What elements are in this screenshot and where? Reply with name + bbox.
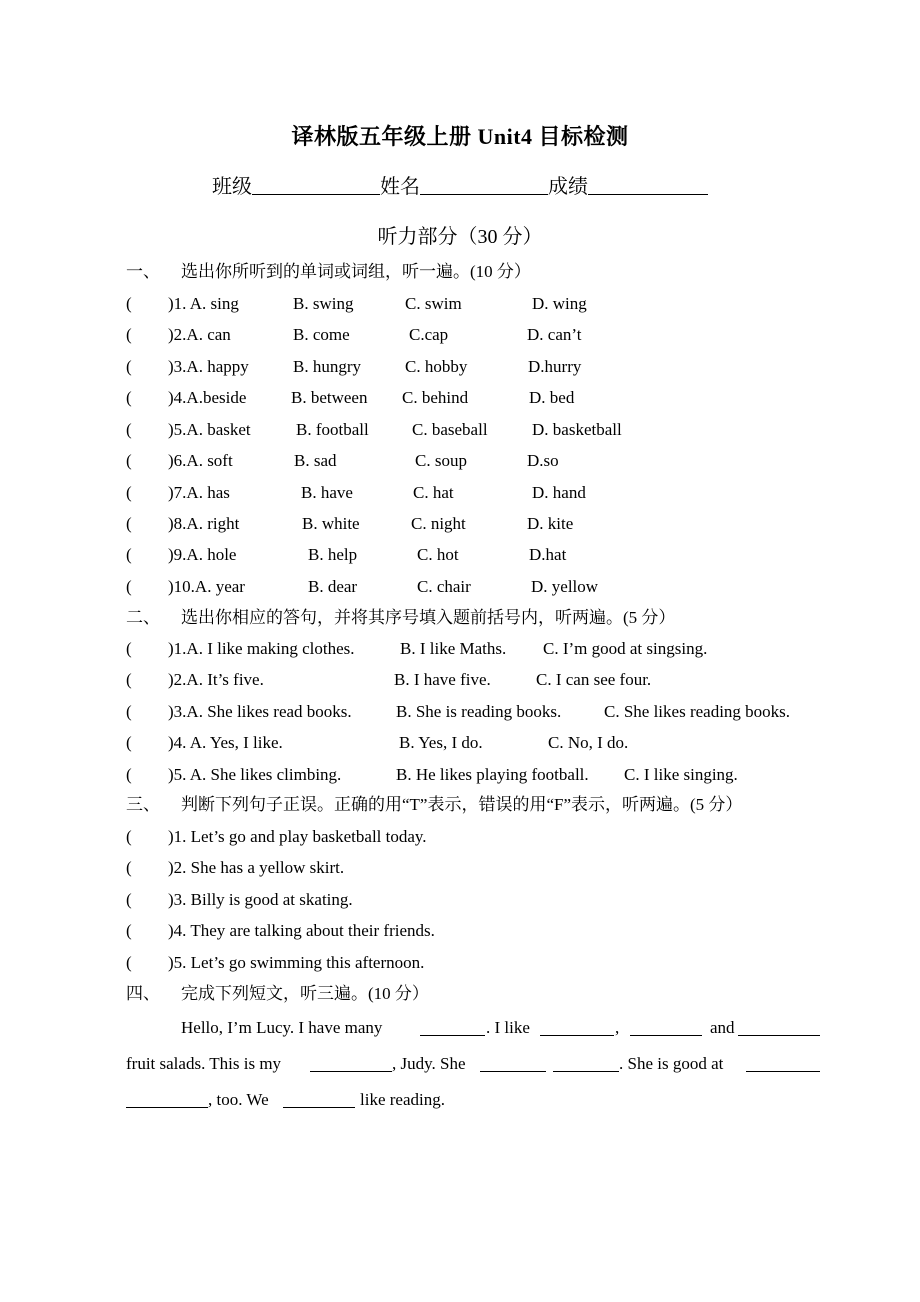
section-number: 一、 bbox=[126, 262, 160, 281]
answer-paren[interactable]: ( bbox=[126, 388, 132, 407]
option-a: )4. A. Yes, I like. bbox=[168, 733, 283, 752]
option-b: B. He likes playing football. bbox=[396, 765, 589, 784]
name-label: 姓名 bbox=[380, 176, 420, 198]
option-b: B. Yes, I do. bbox=[399, 733, 483, 752]
passage-text: , bbox=[615, 1018, 620, 1037]
passage-text: Hello, I’m Lucy. I have many bbox=[181, 1018, 383, 1037]
option-d: D. kite bbox=[527, 514, 574, 533]
passage-text: . She is good at bbox=[619, 1054, 724, 1073]
answer-paren[interactable]: ( bbox=[126, 514, 132, 533]
fill-blank-5[interactable] bbox=[310, 1052, 392, 1076]
answer-paren[interactable]: ( bbox=[126, 670, 132, 689]
section-2-heading bbox=[126, 606, 675, 630]
option-c: C. I like singing. bbox=[624, 765, 738, 784]
answer-paren[interactable]: ( bbox=[126, 325, 132, 344]
passage-line-3 bbox=[126, 1088, 820, 1112]
option-c: C. I’m good at singsing. bbox=[543, 639, 708, 658]
option-c: C. baseball bbox=[412, 420, 488, 439]
option-b: B. She is reading books. bbox=[396, 702, 562, 721]
section-1-heading bbox=[126, 260, 531, 284]
fill-blank-1[interactable] bbox=[420, 1016, 485, 1040]
fill-blank-2[interactable] bbox=[540, 1016, 614, 1040]
section-number: 四、 bbox=[126, 984, 160, 1003]
fill-blank-10[interactable] bbox=[283, 1088, 355, 1112]
class-blank[interactable] bbox=[252, 172, 380, 195]
fill-blank-9[interactable] bbox=[126, 1088, 208, 1112]
option-c: C. I can see four. bbox=[536, 670, 652, 689]
fill-blank-4[interactable] bbox=[738, 1016, 820, 1040]
section-instruction: 选出你所听到的单词或词组，听一遍。(10 分） bbox=[181, 262, 531, 281]
option-a: )9.A. hole bbox=[168, 545, 237, 564]
section-number: 二、 bbox=[126, 608, 160, 627]
fill-blank-7[interactable] bbox=[553, 1052, 619, 1076]
option-a: )3.A. She likes read books. bbox=[168, 702, 352, 721]
answer-paren[interactable]: ( bbox=[126, 921, 132, 940]
passage-text: , too. We bbox=[208, 1090, 269, 1109]
option-b: B. white bbox=[302, 514, 360, 533]
option-b: B. sad bbox=[294, 451, 337, 470]
answer-paren[interactable]: ( bbox=[126, 858, 132, 877]
statement: )2. She has a yellow skirt. bbox=[168, 858, 345, 877]
statement: )5. Let’s go swimming this afternoon. bbox=[168, 953, 425, 972]
option-d: D. wing bbox=[532, 294, 587, 313]
option-a: )10.A. year bbox=[168, 577, 245, 596]
option-a: )2.A. can bbox=[168, 325, 231, 344]
passage-line-2 bbox=[126, 1052, 820, 1076]
option-d: D. can’t bbox=[527, 325, 582, 344]
name-blank[interactable] bbox=[420, 172, 548, 195]
option-d: D. yellow bbox=[531, 577, 599, 596]
section-number: 三、 bbox=[126, 795, 160, 814]
option-a: )8.A. right bbox=[168, 514, 240, 533]
section-instruction: 判断下列句子正误。正确的用“T”表示，错误的用“F”表示，听两遍。(5 分） bbox=[181, 795, 743, 814]
section-3-heading bbox=[126, 793, 742, 817]
option-c: C. behind bbox=[402, 388, 469, 407]
option-c: C. She likes reading books. bbox=[604, 702, 791, 721]
answer-paren[interactable]: ( bbox=[126, 420, 132, 439]
passage-line-1 bbox=[126, 1016, 820, 1040]
passage-text: . I like bbox=[486, 1018, 530, 1037]
passage-text: and bbox=[710, 1018, 735, 1037]
option-c: C. hat bbox=[413, 483, 454, 502]
option-b: B. dear bbox=[308, 577, 358, 596]
statement: )3. Billy is good at skating. bbox=[168, 890, 353, 909]
page-title: 译林版五年级上册 Unit4 目标检测 bbox=[291, 124, 629, 149]
section-instruction: 完成下列短文，听三遍。(10 分） bbox=[181, 984, 429, 1003]
passage-text: like reading. bbox=[360, 1090, 445, 1109]
passage-text: fruit salads. This is my bbox=[126, 1054, 282, 1073]
option-a: )5. A. She likes climbing. bbox=[168, 765, 342, 784]
option-a: )1.A. I like making clothes. bbox=[168, 639, 355, 658]
option-b: B. hungry bbox=[293, 357, 361, 376]
option-c: C. No, I do. bbox=[548, 733, 629, 752]
score-label: 成绩 bbox=[548, 176, 588, 198]
answer-paren[interactable]: ( bbox=[126, 639, 132, 658]
option-b: B. I like Maths. bbox=[400, 639, 507, 658]
option-a: )6.A. soft bbox=[168, 451, 233, 470]
option-a: )7.A. has bbox=[168, 483, 230, 502]
option-b: B. between bbox=[291, 388, 368, 407]
answer-paren[interactable]: ( bbox=[126, 545, 132, 564]
option-a: )4.A.beside bbox=[168, 388, 247, 407]
answer-paren[interactable]: ( bbox=[126, 733, 132, 752]
option-a: )2.A. It’s five. bbox=[168, 670, 264, 689]
score-blank[interactable] bbox=[588, 172, 708, 195]
answer-paren[interactable]: ( bbox=[126, 765, 132, 784]
option-b: B. help bbox=[308, 545, 358, 564]
option-c: C. night bbox=[411, 514, 466, 533]
fill-blank-6[interactable] bbox=[480, 1052, 546, 1076]
answer-paren[interactable]: ( bbox=[126, 953, 132, 972]
section-instruction: 选出你相应的答句，并将其序号填入题前括号内，听两遍。(5 分） bbox=[181, 608, 676, 627]
option-d: D. basketball bbox=[532, 420, 622, 439]
answer-paren[interactable]: ( bbox=[126, 357, 132, 376]
option-c: C. hobby bbox=[405, 357, 468, 376]
section-subtitle: 听力部分（30 分） bbox=[377, 226, 543, 248]
option-d: D.hat bbox=[529, 545, 567, 564]
fill-blank-3[interactable] bbox=[630, 1016, 702, 1040]
answer-paren[interactable]: ( bbox=[126, 483, 132, 502]
class-label: 班级 bbox=[212, 176, 252, 198]
section-4-heading bbox=[126, 982, 429, 1006]
option-d: D. bed bbox=[529, 388, 575, 407]
answer-paren[interactable]: ( bbox=[126, 577, 132, 596]
option-d: D.hurry bbox=[528, 357, 582, 376]
option-c: C.cap bbox=[409, 325, 449, 344]
answer-paren[interactable]: ( bbox=[126, 890, 132, 909]
option-c: C. soup bbox=[415, 451, 467, 470]
option-d: D.so bbox=[527, 451, 559, 470]
answer-paren[interactable]: ( bbox=[126, 294, 132, 313]
option-b: B. football bbox=[296, 420, 369, 439]
option-b: B. have bbox=[301, 483, 353, 502]
option-a: )3.A. happy bbox=[168, 357, 249, 376]
statement: )1. Let’s go and play basketball today. bbox=[168, 827, 427, 846]
answer-paren[interactable]: ( bbox=[126, 827, 132, 846]
option-a: )5.A. basket bbox=[168, 420, 251, 439]
option-c: C. chair bbox=[417, 577, 471, 596]
option-b: B. come bbox=[293, 325, 350, 344]
option-a: )1. A. sing bbox=[168, 294, 239, 313]
statement: )4. They are talking about their friends. bbox=[168, 921, 435, 940]
option-d: D. hand bbox=[532, 483, 586, 502]
passage-text: , Judy. She bbox=[392, 1054, 466, 1073]
fill-blank-8[interactable] bbox=[746, 1052, 820, 1076]
option-c: C. hot bbox=[417, 545, 459, 564]
option-b: B. I have five. bbox=[394, 670, 491, 689]
student-info-line bbox=[0, 170, 920, 199]
option-b: B. swing bbox=[293, 294, 354, 313]
option-c: C. swim bbox=[405, 294, 462, 313]
answer-paren[interactable]: ( bbox=[126, 702, 132, 721]
answer-paren[interactable]: ( bbox=[126, 451, 132, 470]
